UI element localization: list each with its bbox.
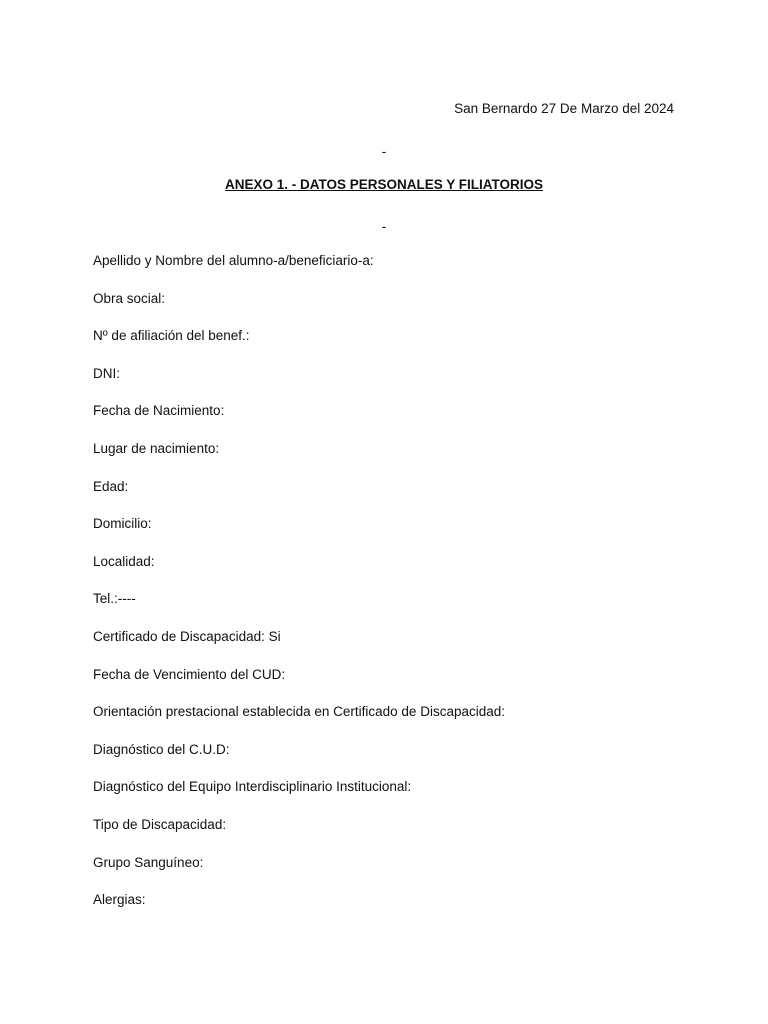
field-fecha-nacimiento: Fecha de Nacimiento:	[93, 403, 225, 419]
field-diagnostico-cud: Diagnóstico del C.U.D:	[93, 741, 230, 757]
date-line: San Bernardo 27 De Marzo del 2024	[454, 101, 674, 116]
field-certificado-discapacidad: Certificado de Discapacidad: Si	[93, 628, 281, 644]
field-obra-social: Obra social:	[93, 290, 166, 306]
document-title: ANEXO 1. - DATOS PERSONALES Y FILIATORIOS	[224, 177, 544, 192]
field-lugar-nacimiento: Lugar de nacimiento:	[93, 440, 220, 456]
field-grupo-sanguineo: Grupo Sanguíneo:	[93, 854, 204, 870]
field-afiliacion: Nº de afiliación del benef.:	[93, 328, 250, 344]
field-telefono: Tel.:----	[93, 591, 136, 607]
field-list	[93, 252, 505, 929]
field-nombre: Apellido y Nombre del alumno-a/beneficiario-a:	[93, 253, 374, 268]
field-alergias: Alergias:	[93, 892, 146, 908]
field-dni: DNI:	[93, 365, 120, 381]
field-tipo-discapacidad: Tipo de Discapacidad:	[93, 816, 227, 832]
field-localidad: Localidad:	[93, 553, 155, 569]
field-diagnostico-equipo: Diagnóstico del Equipo Interdisciplinario Institucional:	[93, 779, 412, 795]
separator-bottom: -	[381, 219, 387, 234]
field-vencimiento-cud: Fecha de Vencimiento del CUD:	[93, 666, 286, 682]
field-edad: Edad:	[93, 478, 129, 494]
field-orientacion-prestacional: Orientación prestacional establecida en Certificado de Discapacidad:	[93, 704, 505, 720]
separator-top: -	[381, 144, 387, 159]
field-domicilio: Domicilio:	[93, 516, 152, 532]
